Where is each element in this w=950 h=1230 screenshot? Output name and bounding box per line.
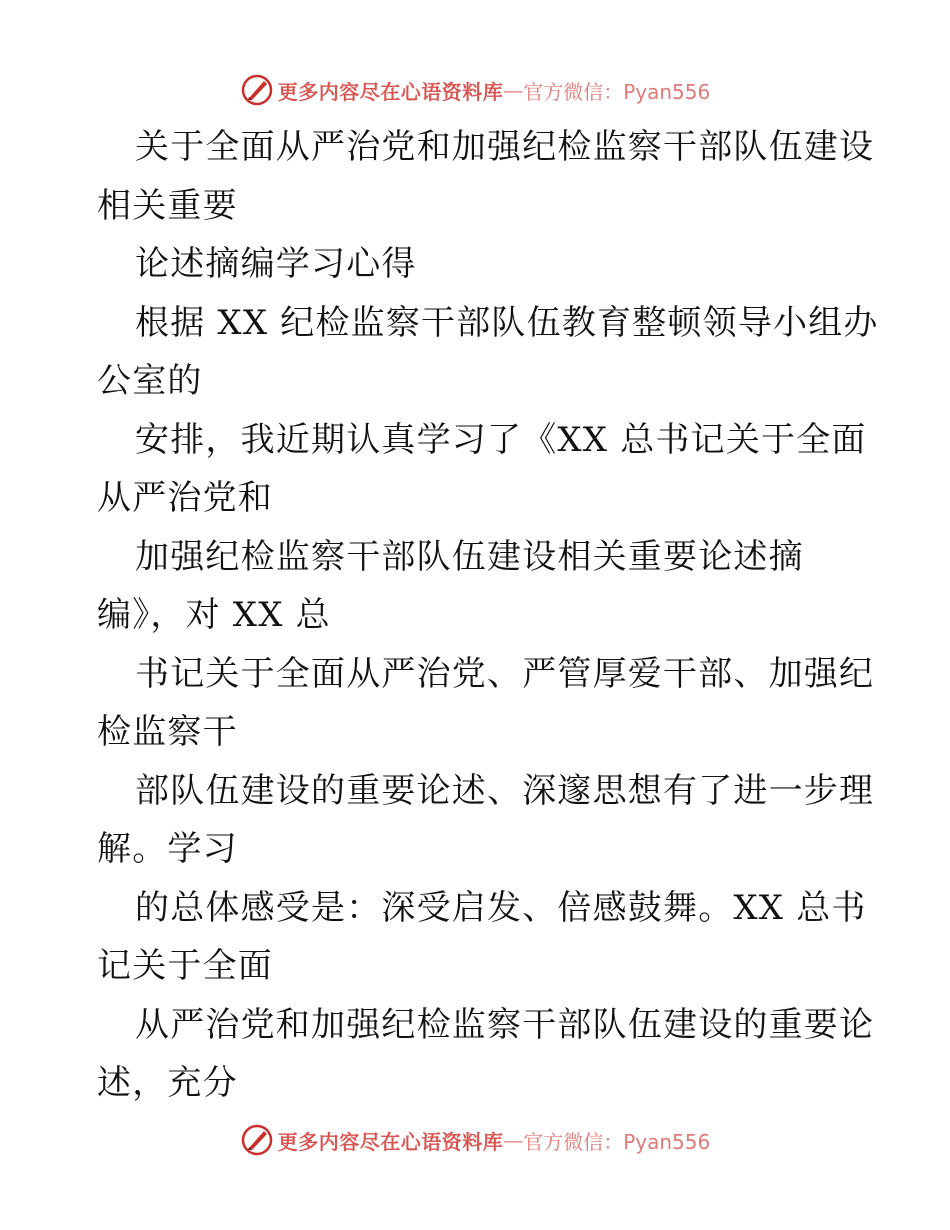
banner-dash: — (503, 1128, 524, 1152)
text-line: 公室的 (97, 361, 203, 401)
quill-logo-icon (240, 1123, 274, 1157)
banner-dash: — (503, 78, 524, 102)
quill-logo-icon (240, 73, 274, 107)
text-line: 相关重要 (97, 185, 238, 226)
header-banner (0, 70, 950, 110)
banner-text: 更多内容尽在心语资料库 (277, 1129, 504, 1154)
banner-wechat: 官方微信：Pyan556 (523, 79, 711, 104)
text-line: 记关于全面 (97, 946, 273, 986)
text-line: 论述摘编学习心得 (135, 244, 417, 284)
text-line: 述，充分 (97, 1063, 238, 1103)
text-line: 检监察干 (97, 712, 238, 752)
document-body (97, 118, 879, 1113)
text-line: 根据 XX 纪检监察干部队伍教育整顿领导小组办 (135, 302, 879, 343)
banner-wechat: 官方微信：Pyan556 (523, 1129, 711, 1154)
footer-banner (0, 1120, 950, 1160)
text-line: 解。学习 (97, 829, 238, 869)
text-line: 从严治党和加强纪检监察干部队伍建设的重要论 (135, 1004, 875, 1045)
text-line: 部队伍建设的重要论述、深邃思想有了进一步理 (135, 770, 875, 811)
text-line: 的总体感受是：深受启发、倍感鼓舞。XX 总书 (135, 887, 867, 928)
text-line: 书记关于全面从严治党、严管厚爱干部、加强纪 (135, 653, 875, 694)
text-line: 加强纪检监察干部队伍建设相关重要论述摘 (135, 536, 804, 577)
text-line: 编》，对 XX 总 (97, 595, 331, 635)
text-line: 安排，我近期认真学习了《XX 总书记关于全面 (135, 419, 867, 460)
banner-text: 更多内容尽在心语资料库 (277, 79, 504, 104)
text-line: 从严治党和 (97, 478, 273, 518)
text-line: 关于全面从严治党和加强纪检监察干部队伍建设 (135, 127, 875, 167)
